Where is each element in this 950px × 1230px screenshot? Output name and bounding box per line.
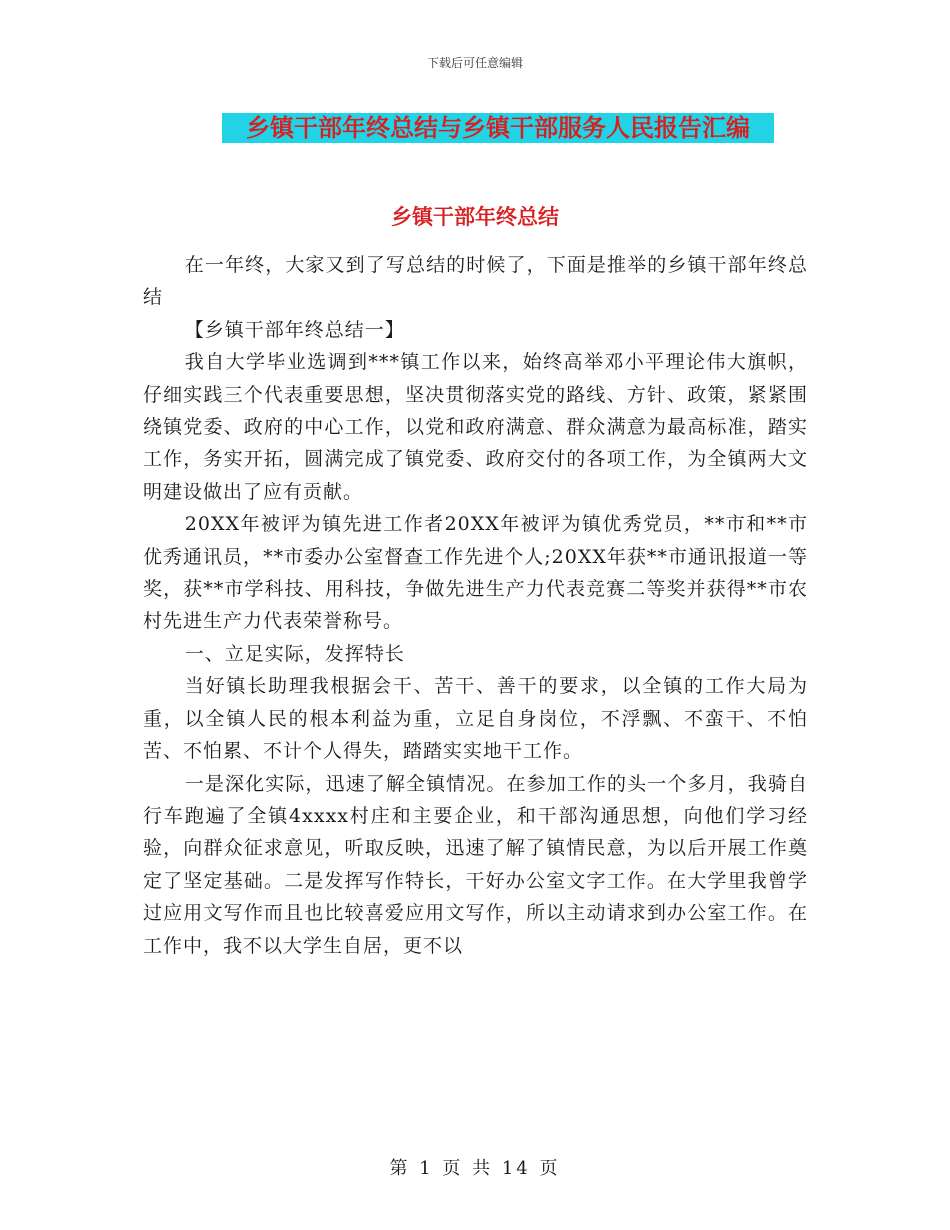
paragraph-subheading: 【乡镇干部年终总结一】 — [184, 318, 405, 341]
paragraph: 我自大学毕业选调到***镇工作以来，始终高举邓小平理论伟大旗帜，仔细实践三个代表重要思想，坚决贯彻落实党的路线、方针、政策，紧紧围绕镇党委、政府的中心工作，以党和政府满意、群众满意为最高标准，踏实工作，务实开拓，圆满完成了镇党委、政府交付的各项工作，为全镇两大文明建设做出了应有贡献。 — [143, 351, 808, 503]
document-body — [143, 249, 808, 962]
document-title: 乡镇干部年终总结与乡镇干部服务人民报告汇编 — [222, 113, 774, 143]
paragraph: 一是深化实际，迅速了解全镇情况。在参加工作的头一个多月，我骑自行车跑遍了全镇4xxxx村庄和主要企业，和干部沟通思想，向他们学习经验，向群众征求意见，听取反映，迅速了解了镇情民意，为以后开展工作奠定了坚定基础。二是发挥写作特长，干好办公室文字工作。在大学里我曾学过应用文写作而且也比较喜爱应用文写作，所以主动请求到办公室工作。在工作中，我不以大学生自居，更不以 — [143, 772, 808, 957]
paragraph-intro: 在一年终，大家又到了写总结的时候了，下面是推举的乡镇干部年终总结 — [143, 254, 808, 309]
header-note: 下载后可任意编辑 — [426, 56, 523, 70]
paragraph-heading: 一、立足实际，发挥特长 — [184, 642, 405, 665]
section-title: 乡镇干部年终总结 — [391, 205, 559, 229]
paragraph: 20XX年被评为镇先进工作者20XX年被评为镇优秀党员，**市和**市优秀通讯员，**市委办公室督查工作先进个人;20XX年获**市通讯报道一等奖，获**市学科技、用科技，争做先进生产力代表竞赛二等奖并获得**市农村先进生产力代表荣誉称号。 — [143, 513, 808, 633]
paragraph: 当好镇长助理我根据会干、苦干、善干的要求，以全镇的工作大局为重，以全镇人民的根本利益为重，立足自身岗位，不浮飘、不蛮干、不怕苦、不怕累、不计个人得失，踏踏实实地干工作。 — [143, 675, 808, 763]
page-footer: 第 1 页 共 14 页 — [389, 1158, 561, 1179]
